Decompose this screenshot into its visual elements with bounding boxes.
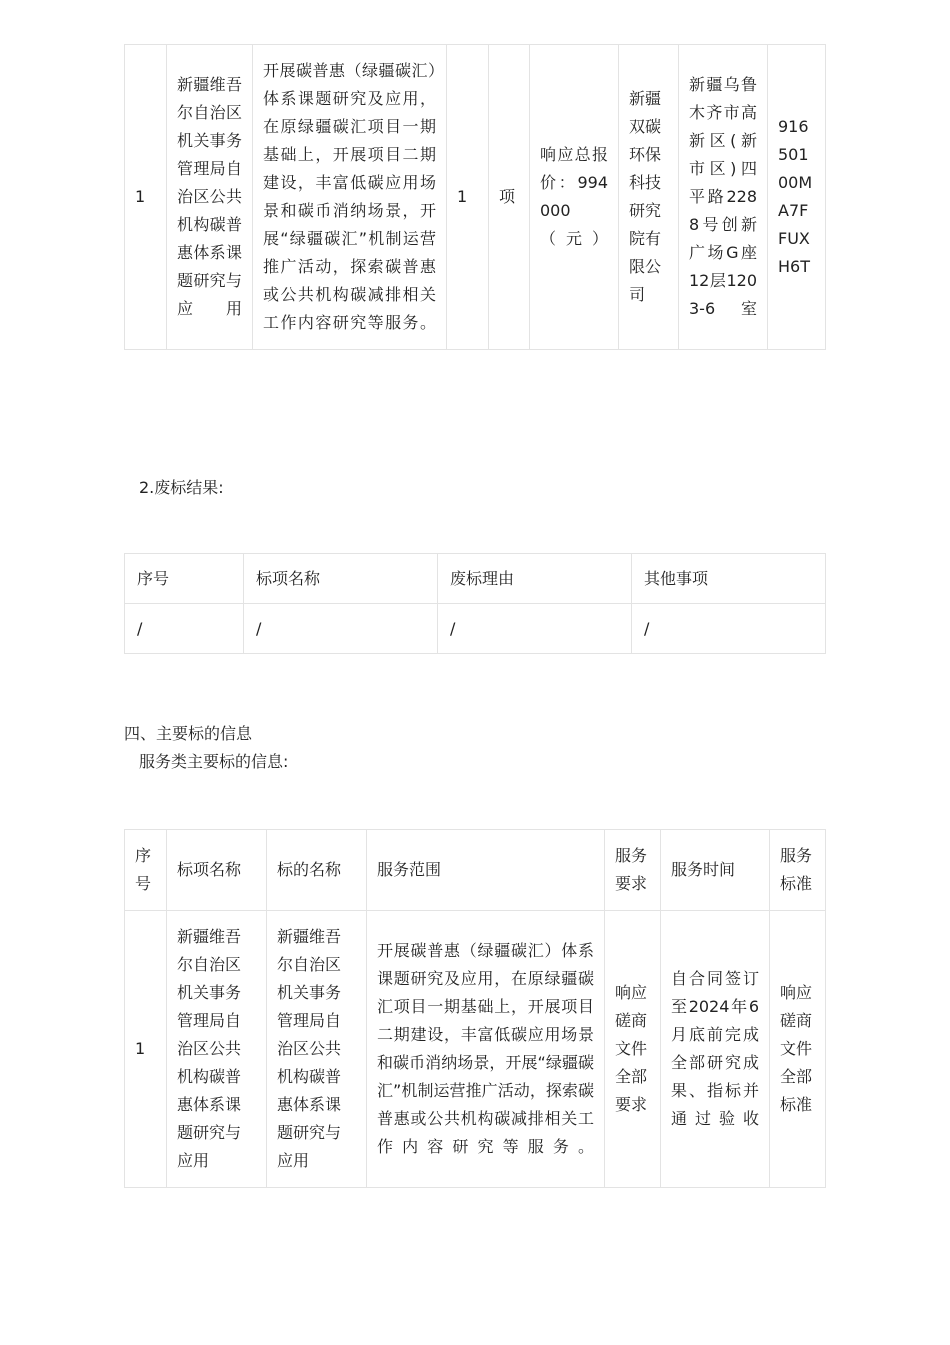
project-description: 开展碳普惠（绿疆碳汇）体系课题研究及应用，在原绿疆碳汇项目一期基础上，开展项目二期建设，丰富低碳应用场景和碳币消纳场景，开展“绿疆碳汇”机制运营推广活动，探索碳普惠或公共机构碳减排相关工作内容研究等服务。 [253,45,447,350]
package-name: 新疆维吾尔自治区机关事务管理局自治区公共机构碳普惠体系课题研究与应用 [167,45,253,350]
void-result-table [124,553,826,654]
header-subject-name: 标的名称 [267,830,367,911]
cell-package-name: 新疆维吾尔自治区机关事务管理局自治区公共机构碳普惠体系课题研究与应用 [167,911,267,1188]
cell-index: 1 [125,911,167,1188]
cell-requirement: 响应磋商文件全部要求 [605,911,661,1188]
header-package-name: 标项名称 [244,554,438,604]
credit-code: 91650100MA7FFUXH6T [768,45,826,350]
header-standard: 服务标准 [770,830,826,911]
header-package-name: 标项名称 [167,830,267,911]
cell-index: / [125,604,244,654]
table-row [125,45,826,350]
cell-package-name: / [244,604,438,654]
unit: 项 [489,45,530,350]
header-void-reason: 废标理由 [438,554,632,604]
cell-subject-name: 新疆维吾尔自治区机关事务管理局自治区公共机构碳普惠体系课题研究与应用 [267,911,367,1188]
header-scope: 服务范围 [367,830,605,911]
row-index: 1 [125,45,167,350]
supplier-address: 新疆乌鲁木齐市高新区(新市区)四平路2288号创新广场G座12层1203-6室 [679,45,768,350]
header-time: 服务时间 [661,830,770,911]
void-heading: 2.废标结果: [139,478,224,497]
cell-other-matters: / [632,604,826,654]
header-other-matters: 其他事项 [632,554,826,604]
section-subheading: 服务类主要标的信息: [139,752,289,771]
table-header-row [125,830,826,911]
award-result-table [124,44,826,350]
table-row [125,604,826,654]
cell-scope: 开展碳普惠（绿疆碳汇）体系课题研究及应用，在原绿疆碳汇项目一期基础上，开展项目二期建设，丰富低碳应用场景和碳币消纳场景，开展“绿疆碳汇”机制运营推广活动，探索碳普惠或公共机构碳减排相关工作内容研究等服务。 [367,911,605,1188]
cell-void-reason: / [438,604,632,654]
section-heading: 四、主要标的信息 [124,724,253,743]
quoted-price: 响应总报价：994000（元） [530,45,619,350]
header-index: 序号 [125,830,167,911]
service-info-table [124,829,826,1188]
table-header-row [125,554,826,604]
quantity: 1 [447,45,489,350]
cell-standard: 响应磋商文件全部标准 [770,911,826,1188]
table-row [125,911,826,1188]
cell-time: 自合同签订至2024年6月底前完成全部研究成果、指标并通过验收 [661,911,770,1188]
header-index: 序号 [125,554,244,604]
header-requirement: 服务要求 [605,830,661,911]
supplier-name: 新疆双碳环保科技研究院有限公司 [619,45,679,350]
